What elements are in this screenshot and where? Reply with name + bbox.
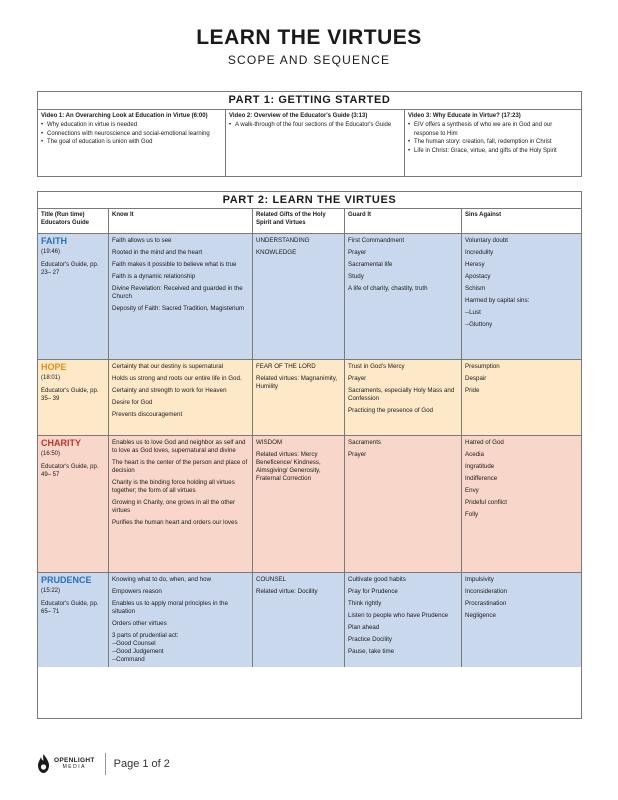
runtime: (16:50): [41, 451, 61, 457]
logo-wordmark: [54, 757, 95, 771]
list-item: First Commandment: [348, 237, 405, 244]
list-item: Faith is a dynamic relationship: [112, 273, 196, 280]
list-item: Hatred of God: [465, 439, 504, 446]
list-item: Procrastination: [465, 600, 507, 607]
list-item: FEAR OF THE LORD: [256, 363, 316, 370]
list-item: UNDERSTANDING: [256, 237, 310, 244]
part2-heading: PART 2: LEARN THE VIRTUES: [38, 192, 581, 209]
video-title: Video 3: Why Educate in Virtue? (17:23): [408, 113, 521, 119]
page-subtitle: SCOPE AND SEQUENCE: [227, 53, 391, 67]
list-item: • The goal of education is union with God: [41, 138, 222, 146]
list-item: Prayer: [348, 451, 367, 458]
list-item: Orders other virtues: [112, 620, 167, 627]
virtue-row-charity: [38, 436, 581, 573]
list-item: Presumption: [465, 363, 500, 370]
virtue-name: FAITH: [41, 236, 67, 246]
column-header-guard: Guard It: [345, 209, 462, 233]
list-item: Desire for God: [112, 399, 153, 406]
list-item: Empowers reason: [112, 588, 162, 595]
virtue-title-cell: [38, 573, 109, 667]
logo-sub-text: MEDIA: [62, 764, 86, 770]
list-item: --Good Judgement: [112, 648, 164, 655]
video-1-column: [38, 110, 226, 176]
list-item: WISDOM: [256, 439, 283, 446]
list-item: Related virtue: Docility: [256, 588, 318, 595]
guard-it-cell: [345, 234, 462, 359]
guard-it-cell: [345, 360, 462, 435]
list-item: Ingratitude: [465, 463, 495, 470]
virtue-row-prudence: [38, 573, 581, 667]
runtime: (15:22): [41, 588, 61, 594]
list-item: --Lust: [465, 309, 481, 316]
list-item: • A walk-through of the four sections of the Educator's Guide: [229, 121, 401, 129]
list-item: Indifference: [465, 475, 498, 482]
list-item: A life of charity, chastity, truth: [348, 285, 428, 292]
column-header-know: Know It: [109, 209, 253, 233]
virtue-name: CHARITY: [41, 438, 81, 448]
list-item: Enables us to apply moral principles in the situation: [112, 600, 228, 615]
know-it-cell: [109, 360, 253, 435]
list-item: • EIV offers a synthesis of who we are in God and our response to Him: [408, 121, 578, 138]
list-item: • Connections with neuroscience and social-emotional learning: [41, 130, 222, 138]
openlight-flame-icon: [37, 754, 50, 774]
list-item: Knowing what to do, when, and how: [112, 576, 212, 583]
know-it-cell: [109, 436, 253, 572]
gifts-cell: [253, 573, 345, 667]
gifts-cell: [253, 436, 345, 572]
video-3-column: [405, 110, 581, 176]
virtue-name: PRUDENCE: [41, 575, 92, 585]
video-2-column: [226, 110, 405, 176]
list-item: Envy: [465, 487, 479, 494]
list-item: Faith allows us to see: [112, 237, 172, 244]
virtue-title-cell: [38, 234, 109, 359]
list-item: COUNSEL: [256, 576, 286, 583]
page-number: Page 1 of 2: [113, 758, 170, 770]
guard-it-cell: [345, 573, 462, 667]
list-item: Prayer: [348, 249, 367, 256]
list-item: Study: [348, 273, 364, 280]
video-title: Video 1: An Overarching Look at Education in Virtue (6:00): [41, 113, 208, 119]
list-item: Purifies the human heart and orders our loves: [112, 519, 238, 526]
list-item: Growing in Charity, one grows in all the other virtues: [112, 499, 236, 514]
list-item: Harmed by capital sins:: [465, 297, 530, 304]
list-item: Listen to people who have Prudence: [348, 612, 449, 619]
sins-against-cell: [462, 234, 581, 359]
sins-against-cell: [462, 436, 581, 572]
list-item: Incredulity: [465, 249, 494, 256]
list-item: • Why education in virtue is needed: [41, 121, 222, 129]
gifts-cell: [253, 234, 345, 359]
list-item: Impulsivity: [465, 576, 494, 583]
logo-main-text: OPENLIGHT: [54, 757, 95, 764]
list-item: --Gluttony: [465, 321, 493, 328]
sins-against-cell: [462, 573, 581, 667]
part2-table: [37, 191, 582, 719]
list-item: Pause, take time: [348, 648, 395, 655]
virtue-row-hope: [38, 360, 581, 436]
list-item: Certainty and strength to work for Heaven: [112, 387, 227, 394]
list-item: KNOWLEDGE: [256, 249, 297, 256]
virtue-row-faith: [38, 234, 581, 360]
list-item: Related virtues: Magnanimity, Humility: [256, 375, 338, 390]
list-item: Cultivate good habits: [348, 576, 406, 583]
page-title: LEARN THE VIRTUES: [196, 26, 422, 49]
list-item: Negligence: [465, 612, 496, 619]
list-item: Prevents discouragement: [112, 411, 183, 418]
runtime: (19:46): [41, 249, 61, 255]
column-header-title: Title (Run time) Educators Guide: [38, 209, 109, 233]
guide-pages: Educator's Guide, pp. 49– 57: [41, 464, 99, 478]
list-item: Practice Docility: [348, 636, 393, 643]
virtue-name: HOPE: [41, 362, 67, 372]
list-item: --Good Counsel: [112, 640, 156, 647]
list-item: Pray for Prudence: [348, 588, 398, 595]
list-item: Faith makes it possible to believe what is true: [112, 261, 237, 268]
know-it-cell: [109, 234, 253, 359]
runtime: (18:01): [41, 375, 61, 381]
list-item: Sacraments, especially Holy Mass and Confession: [348, 387, 455, 402]
virtue-title-cell: [38, 360, 109, 435]
guide-pages: Educator's Guide, pp. 23– 27: [41, 262, 99, 276]
list-item: Divine Revelation: Received and guarded in the Church: [112, 285, 243, 300]
list-item: • The human story: creation, fall, redemption in Christ: [408, 138, 578, 146]
list-item: Related virtues: Mercy Beneficence/ Kindness, Almsgiving/ Generosity, Fraternal Correction: [256, 451, 321, 482]
list-item: Despair: [465, 375, 487, 382]
list-item: Voluntary doubt: [465, 237, 509, 244]
part1-table: [37, 91, 582, 177]
list-item: Inconsideration: [465, 588, 507, 595]
footer-divider: [105, 753, 106, 775]
list-item: Trust in God's Mercy: [348, 363, 405, 370]
list-item: Heresy: [465, 261, 485, 268]
list-item: Think rightly: [348, 600, 382, 607]
video-title: Video 2: Overview of the Educator's Guide (3:13): [229, 113, 368, 119]
list-item: Certainty that our destiny is supernatural: [112, 363, 224, 370]
list-item: Rooted in the mind and the heart: [112, 249, 203, 256]
list-item: Sacramental life: [348, 261, 393, 268]
list-item: • Life in Christ: Grace, virtue, and gifts of the Holy Spirit: [408, 147, 578, 155]
gifts-cell: [253, 360, 345, 435]
list-item: Pride: [465, 387, 480, 394]
list-item: Schism: [465, 285, 486, 292]
list-item: Acedia: [465, 451, 484, 458]
guide-pages: Educator's Guide, pp. 35– 39: [41, 388, 99, 402]
page-footer: [37, 752, 170, 776]
list-item: Folly: [465, 511, 479, 518]
virtue-title-cell: [38, 436, 109, 572]
list-item: Holds us strong and roots our entire life in God.: [112, 375, 242, 382]
list-item: Plan ahead: [348, 624, 380, 631]
guard-it-cell: [345, 436, 462, 572]
list-item: Charity is the binding force holding all virtues together; the form of all virtues: [112, 479, 235, 494]
column-header-sins: Sins Against: [465, 212, 502, 218]
list-item: Practicing the presence of God: [348, 407, 433, 414]
list-item: The heart is the center of the person and place of decision: [112, 459, 248, 474]
list-item: Sacraments: [348, 439, 382, 446]
list-item: Enables us to love God and neighbor as self and to love as God loves, supernatural and divine: [112, 439, 246, 454]
know-it-cell: [109, 573, 253, 667]
list-item: --Command: [112, 656, 145, 663]
sins-against-cell: [462, 360, 581, 435]
list-item: Prideful conflict: [465, 499, 507, 506]
list-item: Apostacy: [465, 273, 491, 280]
list-item: Deposity of Faith: Sacred Tradition, Magisterium: [112, 305, 245, 312]
guide-pages: Educator's Guide, pp. 65– 71: [41, 601, 99, 615]
list-item: 3 parts of prudential act:: [112, 632, 179, 639]
column-header-gifts: Related Gifts of the Holy Spirit and Virtues: [253, 209, 345, 233]
list-item: Prayer: [348, 375, 367, 382]
column-header-row: [38, 209, 581, 234]
part1-heading: PART 1: GETTING STARTED: [38, 92, 581, 110]
